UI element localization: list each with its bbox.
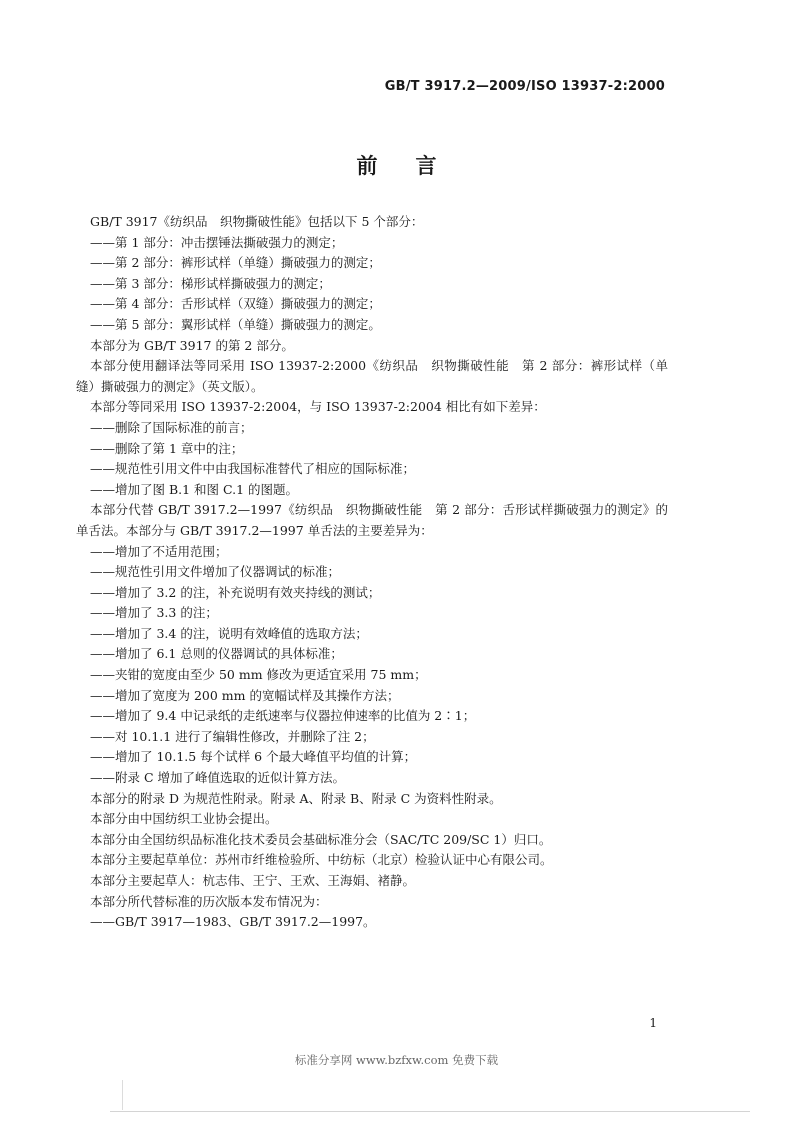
standard-number: GB/T 3917.2—2009/ISO 13937-2:2000: [384, 79, 665, 94]
list-item: ——增加了 9.4 中记录纸的走纸速率与仪器拉伸速率的比值为 2∶1；: [90, 708, 476, 724]
list-item: ——删除了第 1 章中的注；: [90, 440, 244, 456]
page-title: [0, 150, 793, 180]
title-char: 前: [356, 154, 378, 178]
list-item: ——增加了不适用范围；: [90, 543, 228, 559]
list-item: ——增加了宽度为 200 mm 的宽幅试样及其操作方法；: [90, 687, 400, 703]
footer-watermark: 标准分享网 www.bzfxw.com 免费下载: [294, 1053, 499, 1067]
paragraph: 本部分所代替标准的历次版本发布情况为：: [90, 893, 328, 909]
paragraph: 本部分等同采用 ISO 13937-2:2004，与 ISO 13937-2:2004 相比有如下差异：: [90, 399, 546, 415]
list-item: ——第 4 部分：舌形试样（双缝）撕破强力的测定；: [90, 296, 381, 312]
list-item: ——规范性引用文件中由我国标准替代了相应的国际标准；: [90, 461, 416, 477]
scan-edge-line: [110, 1111, 750, 1112]
list-item: ——GB/T 3917—1983、GB/T 3917.2—1997。: [90, 914, 376, 930]
paragraph: 本部分主要起草人：杭志伟、王宁、王欢、王海娟、褚静。: [90, 873, 416, 888]
list-item: ——第 3 部分：梯形试样撕破强力的测定；: [90, 275, 331, 291]
list-item: ——增加了 3.3 的注；: [90, 605, 218, 621]
list-item: ——删除了国际标准的前言；: [90, 419, 253, 435]
foreword-body: [76, 212, 668, 933]
paragraph: GB/T 3917《纺织品 织物撕破性能》包括以下 5 个部分：: [90, 214, 424, 229]
list-item: ——增加了 3.4 的注，说明有效峰值的选取方法；: [90, 625, 368, 641]
title-char: 言: [415, 154, 437, 178]
list-item: ——增加了 10.1.5 每个试样 6 个最大峰值平均值的计算；: [90, 749, 417, 765]
paragraph: 本部分由中国纺织工业协会提出。: [90, 811, 278, 827]
paragraph: 本部分主要起草单位：苏州市纤维检验所、中纺标（北京）检验认证中心有限公司。: [90, 852, 553, 868]
paragraph: 本部分为 GB/T 3917 的第 2 部分。: [90, 337, 294, 353]
paragraph: 本部分使用翻译法等同采用 ISO 13937-2:2000《纺织品 织物撕破性能 第 2 部分：裤形试样（单缝）撕破强力的测定》（英文版）。: [76, 358, 668, 394]
scan-edge-mark: [122, 1080, 123, 1110]
paragraph: 本部分代替 GB/T 3917.2—1997《纺织品 织物撕破性能 第 2 部分：舌形试样撕破强力的测定》的单舌法。本部分与 GB/T 3917.2—1997 单舌法的主要差异为：: [76, 502, 668, 538]
list-item: ——附录 C 增加了峰值选取的近似计算方法。: [90, 770, 346, 786]
page-number: 1: [649, 1016, 657, 1030]
list-item: ——第 5 部分：翼形试样（单缝）撕破强力的测定。: [90, 316, 381, 332]
list-item: ——规范性引用文件增加了仪器调试的标准；: [90, 564, 341, 580]
list-item: ——增加了 3.2 的注，补充说明有效夹持线的测试；: [90, 584, 381, 600]
list-item: ——对 10.1.1 进行了编辑性修改，并删除了注 2；: [90, 728, 375, 744]
paragraph: 本部分由全国纺织品标准化技术委员会基础标准分会（SAC/TC 209/SC 1）归口。: [90, 831, 552, 847]
list-item: ——第 1 部分：冲击摆锤法撕破强力的测定；: [90, 234, 344, 250]
paragraph: 本部分的附录 D 为规范性附录。附录 A、附录 B、附录 C 为资料性附录。: [90, 790, 502, 806]
list-item: ——夹钳的宽度由至少 50 mm 修改为更适宜采用 75 mm；: [90, 667, 427, 683]
list-item: ——第 2 部分：裤形试样（单缝）撕破强力的测定；: [90, 255, 381, 271]
list-item: ——增加了 6.1 总则的仪器调试的具体标准；: [90, 646, 343, 662]
list-item: ——增加了图 B.1 和图 C.1 的图题。: [90, 481, 299, 497]
